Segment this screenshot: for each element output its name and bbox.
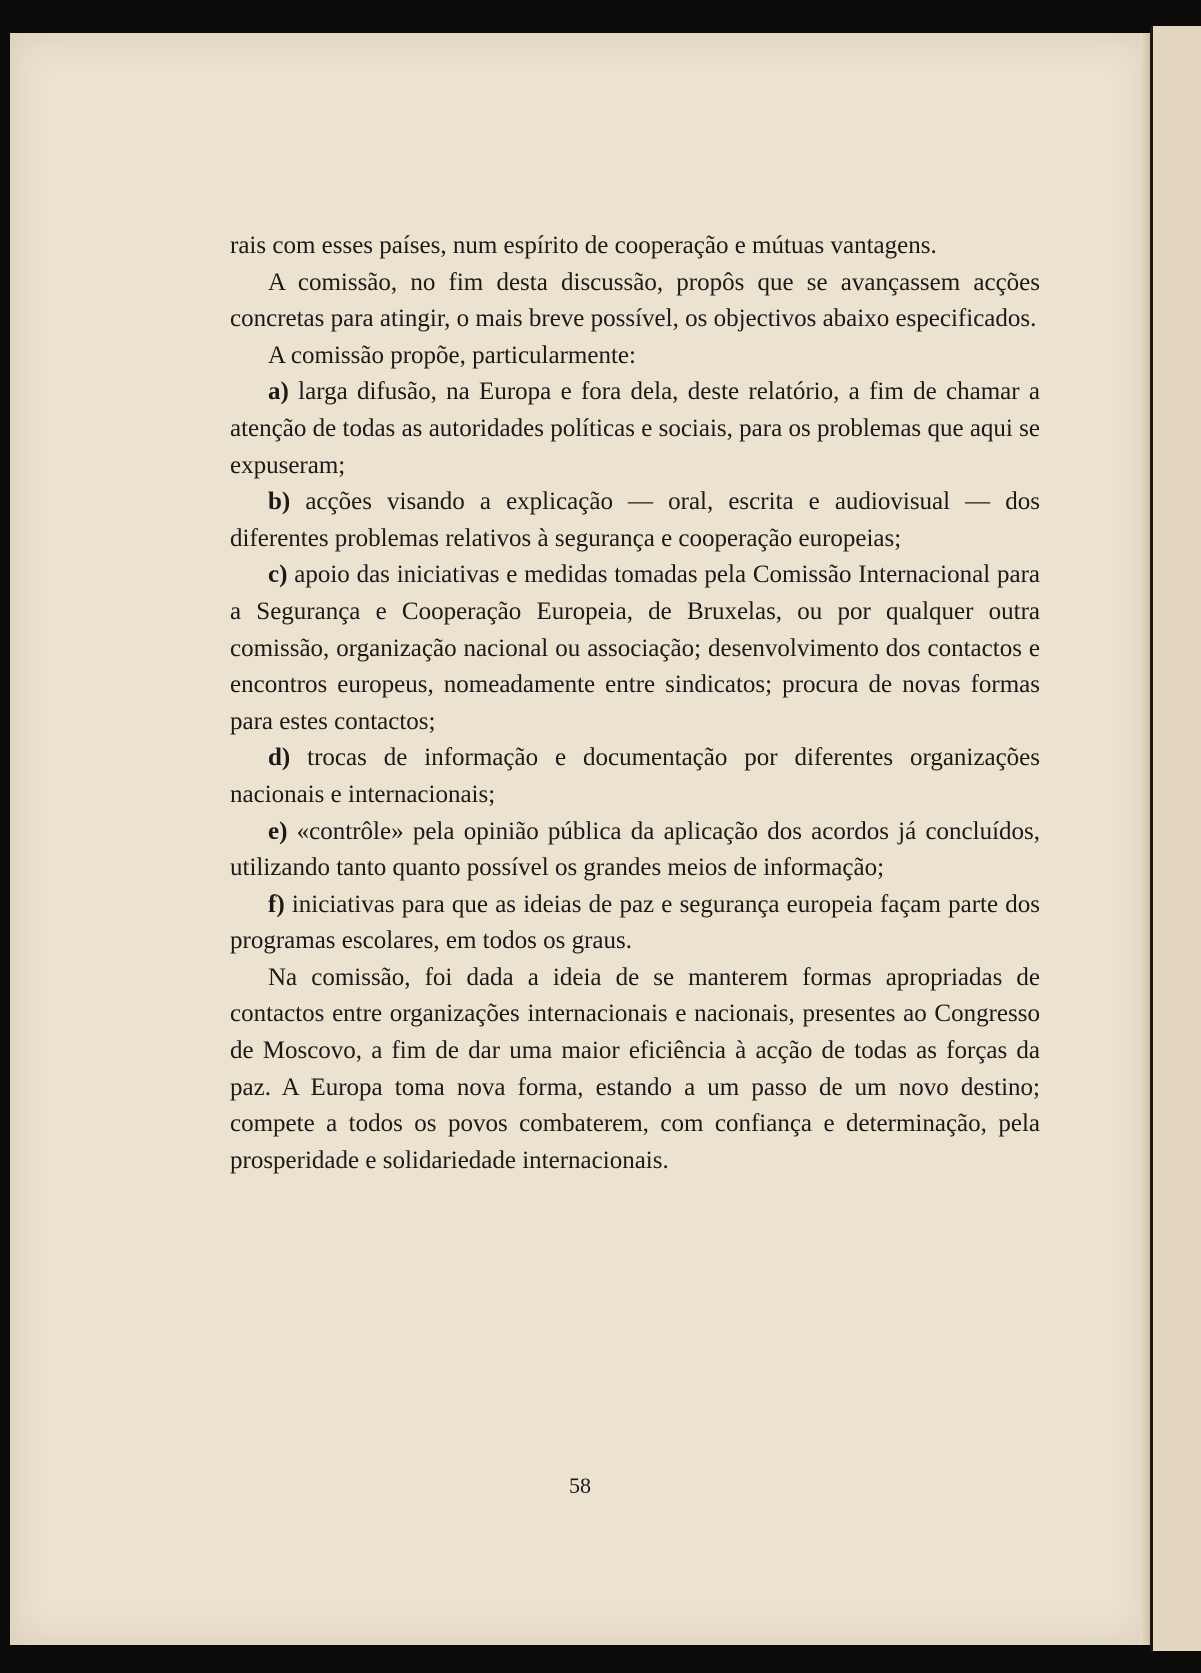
body-text bbox=[230, 228, 1040, 1179]
item-letter: c) bbox=[268, 561, 288, 589]
item-text: larga difusão, na Europa e fora dela, deste relatório, a fim de chamar a atenção de todas as autoridades políticas e sociais, para os problemas que aqui se expuseram; bbox=[230, 378, 1041, 479]
item-letter: a) bbox=[268, 378, 289, 406]
page-number: 58 bbox=[569, 1473, 591, 1498]
book-page bbox=[10, 33, 1150, 1645]
closing-paragraph: Na comissão, foi dada a ideia de se manterem formas apropriadas de contactos entre organizações internacionais e nacionais, presentes ao Congresso de Moscovo, a fim de dar uma maior eficiência à acção de todas as forças da paz. A Europa toma nova forma, estando a um passo de um novo destino; compete a todos os povos combaterem, com confiança e determinação, pela prosperidade e solidariedade internacionais. bbox=[230, 963, 1040, 1174]
item-text: apoio das iniciativas e medidas tomadas pela Comissão Internacional para a Segurança e Cooperação Europeia, de Bruxelas, ou por qualquer outra comissão, organização nacional ou associação; desenvolvimento dos contactos e encontros europeus, nomeadamente entre sindicatos; procura de novas formas para estes contactos; bbox=[230, 561, 1040, 735]
item-text: «contrôle» pela opinião pública da aplicação dos acordos já concluídos, utilizando tanto quanto possível os grandes meios de informação; bbox=[230, 817, 1041, 882]
paragraph: rais com esses países, num espírito de cooperação e mútuas vantagens. bbox=[230, 232, 937, 259]
list-item-d bbox=[230, 740, 1040, 813]
item-letter: e) bbox=[268, 817, 288, 845]
list-item-a bbox=[230, 374, 1040, 484]
adjacent-page-edge bbox=[1150, 26, 1201, 1651]
item-text: trocas de informação e documentação por diferentes organizações nacionais e internacionais; bbox=[230, 744, 1040, 808]
list-item-b bbox=[230, 484, 1040, 557]
item-text: acções visando a explicação — oral, escrita e audiovisual — dos diferentes problemas relativos à segurança e cooperação europeias; bbox=[230, 488, 1040, 552]
paragraph: A comissão, no fim desta discussão, propôs que se avançassem acções concretas para atingir, o mais breve possível, os objectivos abaixo especificados. bbox=[230, 268, 1040, 333]
item-letter: f) bbox=[268, 890, 285, 918]
list-item-e bbox=[230, 814, 1040, 887]
list-item-c bbox=[230, 557, 1040, 740]
page-gutter bbox=[1140, 33, 1150, 1645]
list-item-f bbox=[230, 887, 1040, 960]
item-letter: d) bbox=[268, 744, 291, 772]
item-text: iniciativas para que as ideias de paz e segurança europeia façam parte dos programas escolares, em todos os graus. bbox=[230, 890, 1040, 955]
item-letter: b) bbox=[268, 488, 291, 516]
paragraph: A comissão propõe, particularmente: bbox=[268, 341, 636, 369]
